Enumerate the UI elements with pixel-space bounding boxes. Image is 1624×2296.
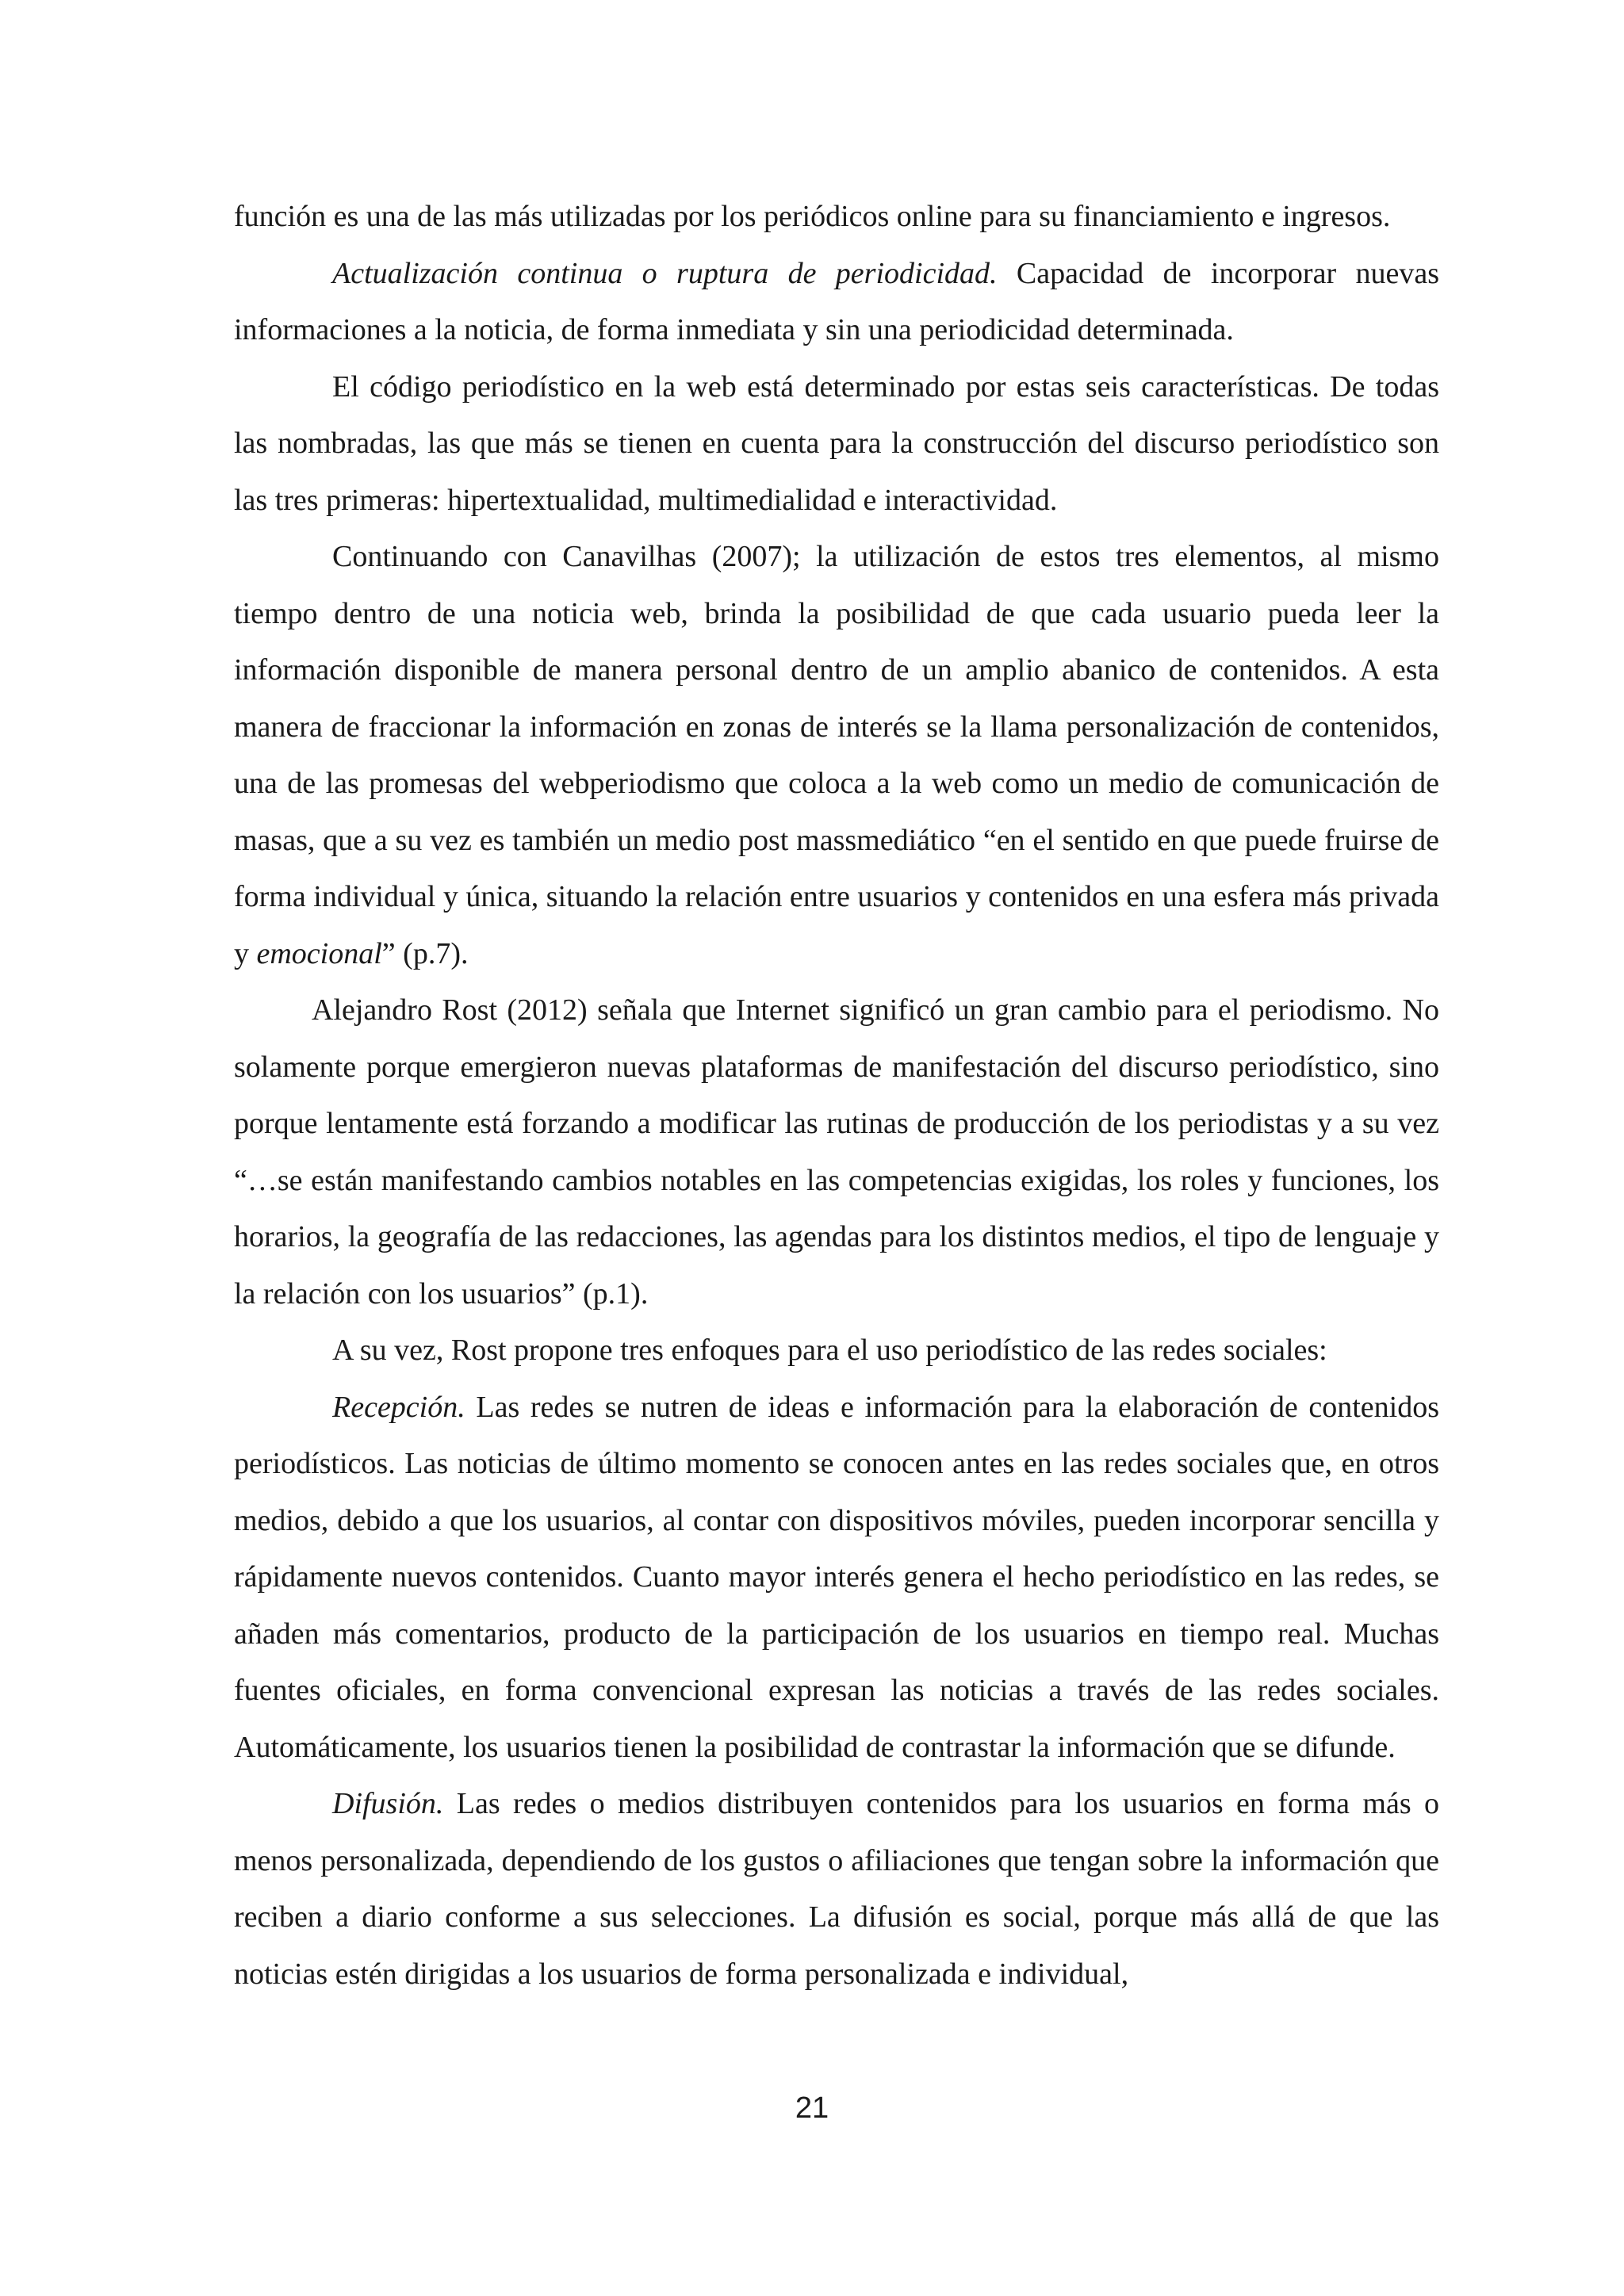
paragraph-6: A su vez, Rost propone tres enfoques para el uso periodístico de las redes sociales: xyxy=(332,1334,1327,1367)
paragraph-1: función es una de las más utilizadas por los periódicos online para su financiamiento e ingresos. xyxy=(234,200,1391,233)
paragraph-2 xyxy=(234,246,1439,359)
paragraph-2-text: Capacidad de incorporar nuevas informaciones a la noticia, de forma inmediata y sin una periodicidad determinada. xyxy=(234,256,1439,346)
paragraph-4-emphasis: emocional xyxy=(256,936,382,970)
paragraph-4-text: Continuando con Canavilhas (2007); la utilización de estos tres elementos, al mismo tiempo dentro de una noticia web, brinda la posibilidad de que cada usuario pueda leer la información disponible de manera personal dentro de un amplio abanico de contenidos. A esta manera de fraccionar la información en zonas de interés se la llama personalización de contenidos, una de las promesas del webperiodismo que coloca a la web como un medio de comunicación de masas, que a su vez es también un medio post massmediático “en el sentido en que puede fruirse de forma individual y única, situando la relación entre usuarios y contenidos en una esfera más privada y xyxy=(234,540,1439,970)
paragraph-7-heading: Recepción. xyxy=(332,1390,465,1424)
paragraph-4 xyxy=(234,529,1439,982)
paragraph-8 xyxy=(234,1776,1439,2003)
paragraph-3: El código periodístico en la web está determinado por estas seis características. De todas las nombradas, las que más se tienen en cuenta para la construcción del discurso periodístico son las tres primeras: hipertextualidad, multimedialidad e interactividad. xyxy=(234,369,1439,517)
body-text xyxy=(234,189,1439,2003)
paragraph-4-citation: ” (p.7). xyxy=(381,936,469,970)
paragraph-2-heading: Actualización continua o ruptura de periodicidad. xyxy=(332,256,998,290)
page-number: 21 xyxy=(795,2091,829,2125)
paragraph-7-text: Las redes se nutren de ideas e información para la elaboración de contenidos periodísticos. Las noticias de último momento se conocen antes en las redes sociales que, en otros medios, debido a que los usuarios, al contar con dispositivos móviles, pueden incorporar sencilla y rápidamente nuevos contenidos. Cuanto mayor interés genera el hecho periodístico en las redes, se añaden más comentarios, producto de la participación de los usuarios en tiempo real. Muchas fuentes oficiales, en forma convencional expresan las noticias a través de las redes sociales. Automáticamente, los usuarios tienen la posibilidad de contrastar la información que se difunde. xyxy=(234,1390,1439,1764)
paragraph-8-text: Las redes o medios distribuyen contenidos para los usuarios en forma más o menos personalizada, dependiendo de los gustos o afiliaciones que tengan sobre la información que reciben a diario conforme a sus selecciones. La difusión es social, porque más allá de que las noticias estén dirigidas a los usuarios de forma personalizada e individual, xyxy=(234,1787,1439,1991)
paragraph-5: Alejandro Rost (2012) señala que Internet significó un gran cambio para el periodismo. No solamente porque emergieron nuevas plataformas de manifestación del discurso periodístico, sino porque lentamente está forzando a modificar las rutinas de producción de los periodistas y a su vez “…se están manifestando cambios notables en las competencias exigidas, los roles y funciones, los horarios, la geografía de las redacciones, las agendas para los distintos medios, el tipo de lenguaje y la relación con los usuarios” (p.1). xyxy=(234,993,1439,1311)
paragraph-7 xyxy=(234,1380,1439,1777)
paragraph-8-heading: Difusión. xyxy=(332,1787,444,1820)
